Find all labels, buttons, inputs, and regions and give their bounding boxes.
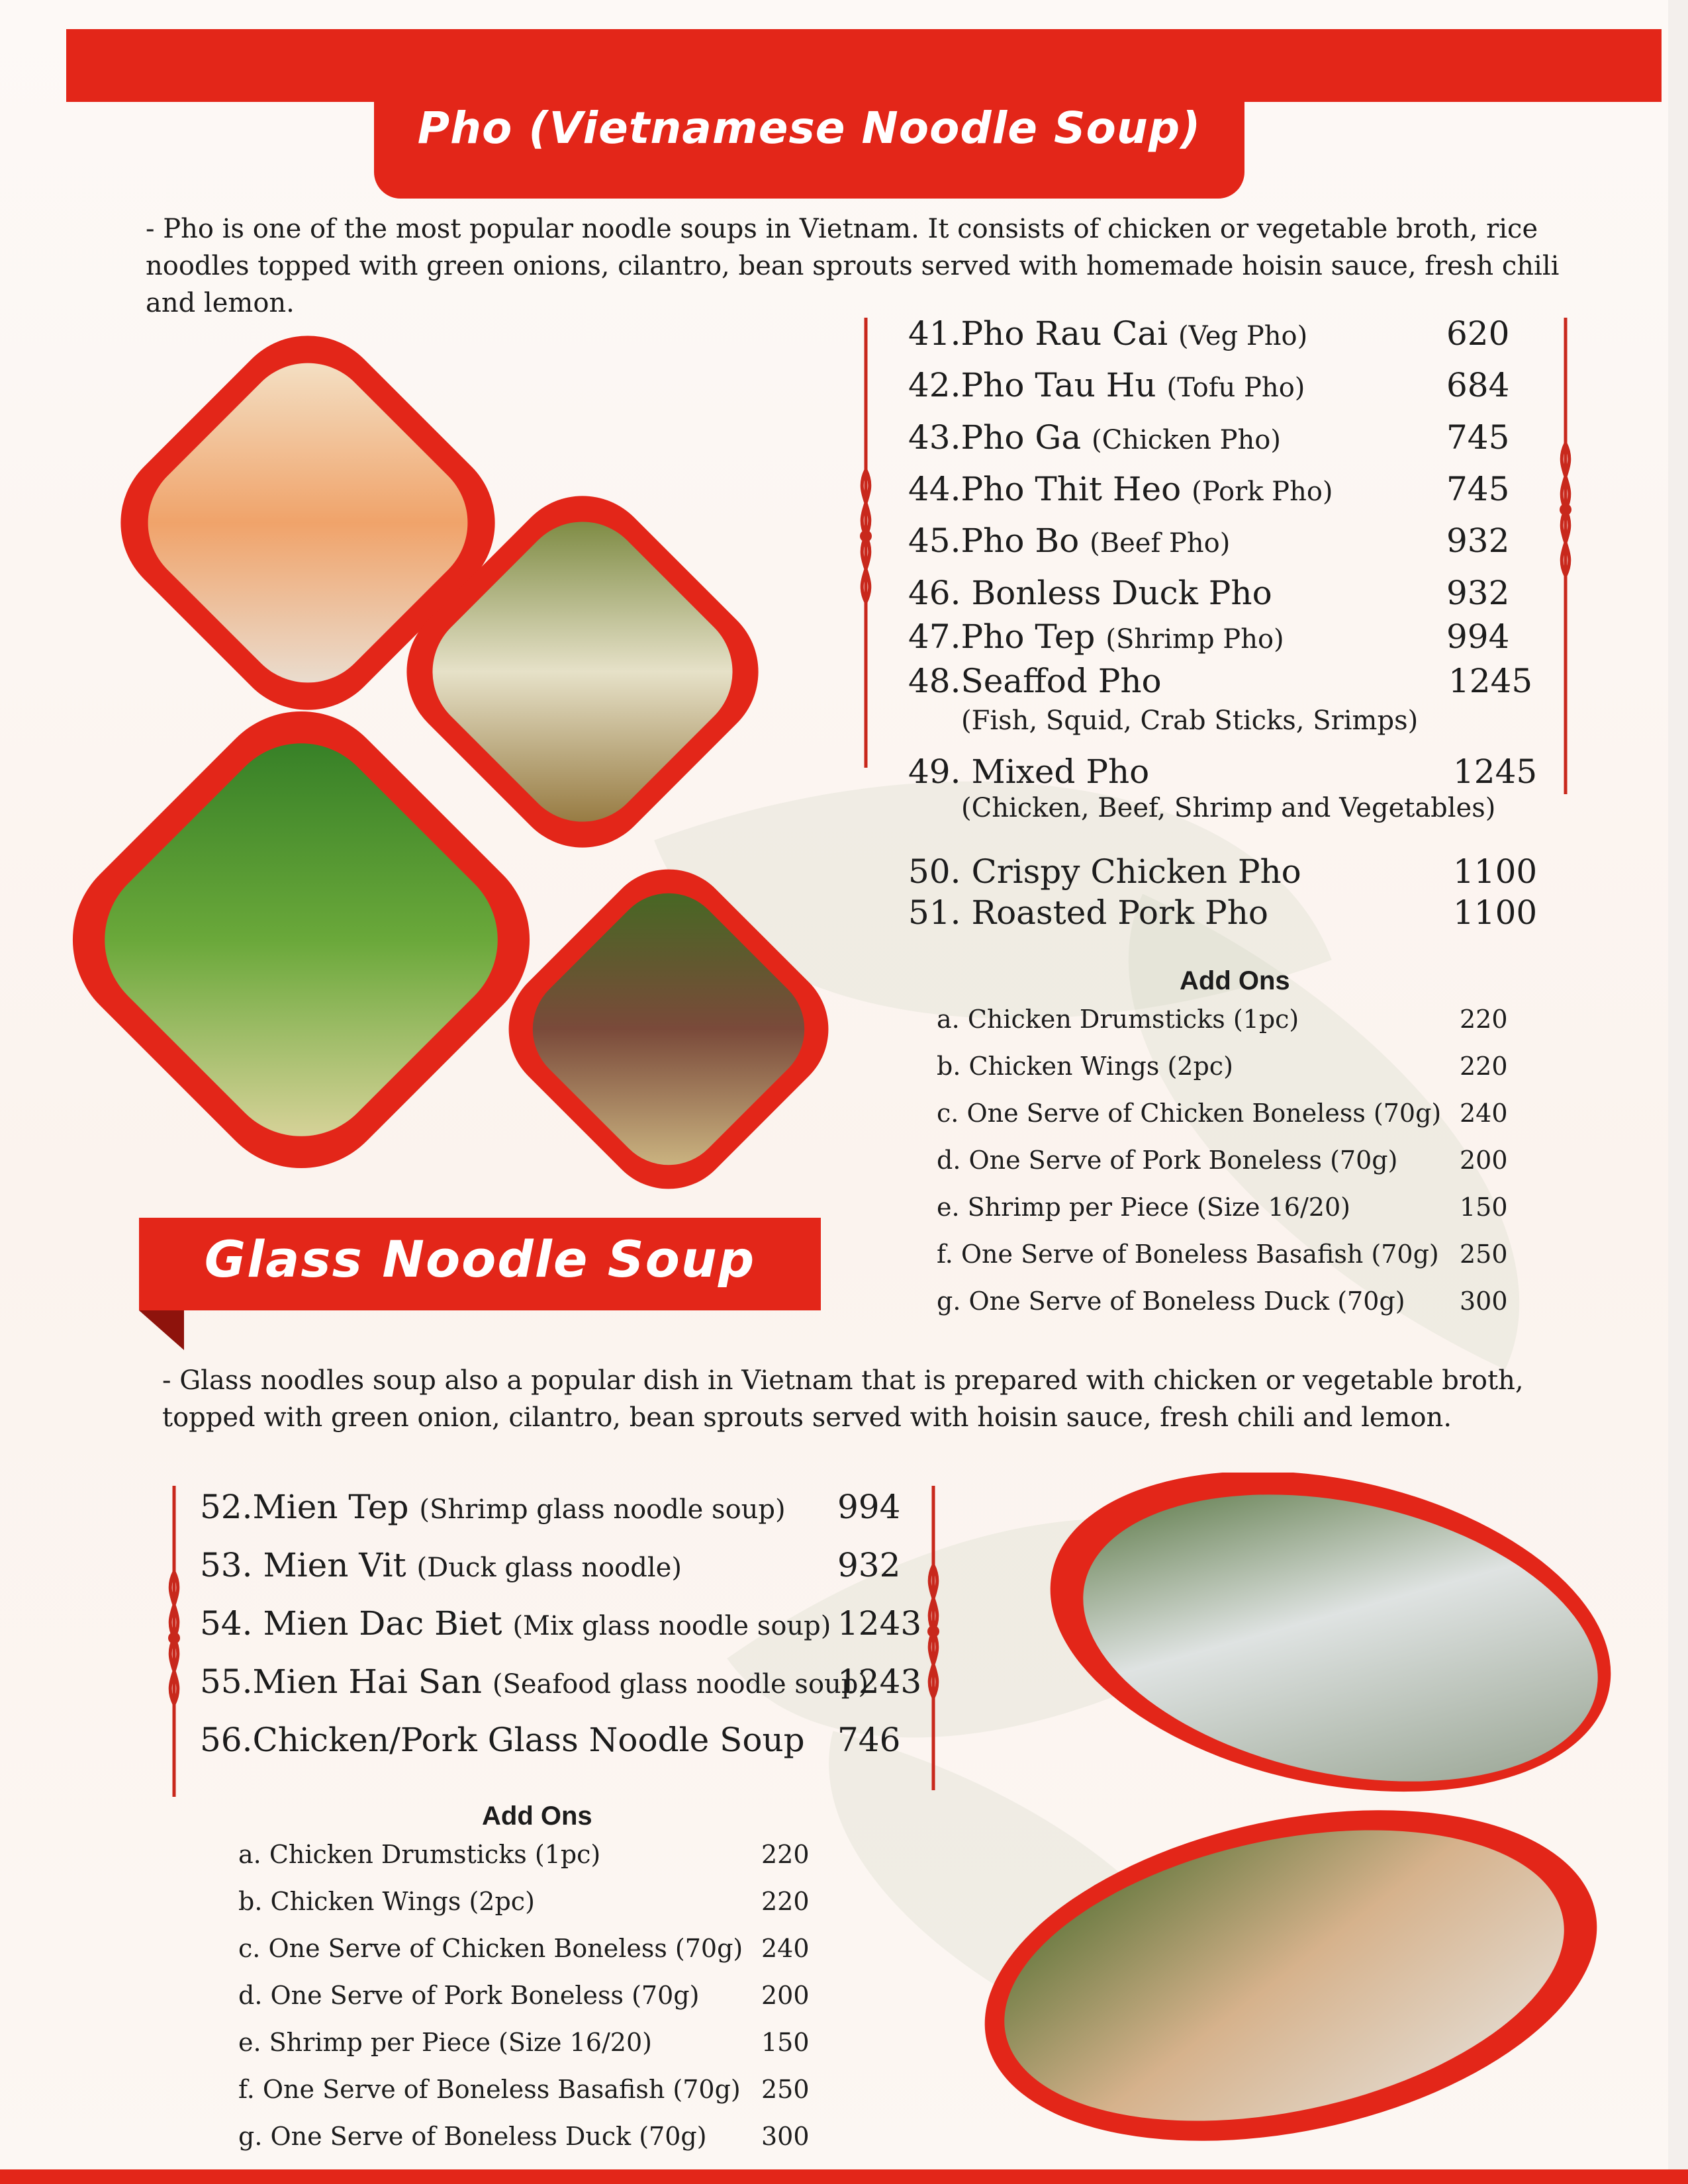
menu-item-price: 994 xyxy=(1446,617,1510,656)
photo-tile xyxy=(1021,1473,1622,1839)
menu-item: 42.Pho Tau Hu (Tofu Pho) xyxy=(908,366,1305,404)
addon-price: 250 xyxy=(1460,1240,1508,1269)
addon-price: 240 xyxy=(761,1934,810,1963)
bottom-banner-bar xyxy=(0,2169,1688,2184)
menu-item: 56.Chicken/Pork Glass Noodle Soup xyxy=(200,1721,805,1759)
addon-item: d. One Serve of Pork Boneless (70g) xyxy=(238,1981,700,2010)
addon-price: 240 xyxy=(1460,1099,1508,1128)
menu-item: 49. Mixed Pho xyxy=(908,752,1150,791)
addon-price: 220 xyxy=(1460,1005,1508,1034)
addon-price: 220 xyxy=(761,1887,810,1916)
ornament-divider-icon xyxy=(1549,318,1582,794)
menu-item-price: 620 xyxy=(1446,314,1510,353)
glass-noodle-photos xyxy=(960,1473,1622,2141)
addon-item: d. One Serve of Pork Boneless (70g) xyxy=(937,1146,1398,1175)
menu-item: 45.Pho Bo (Beef Pho) xyxy=(908,522,1231,560)
top-banner-bar xyxy=(66,29,1662,102)
menu-item: 43.Pho Ga (Chicken Pho) xyxy=(908,418,1281,457)
menu-item: 48.Seaffod Pho xyxy=(908,662,1162,700)
addon-item: a. Chicken Drumsticks (1pc) xyxy=(937,1005,1299,1034)
addon-item: f. One Serve of Boneless Basafish (70g) xyxy=(937,1240,1439,1269)
menu-item: 41.Pho Rau Cai (Veg Pho) xyxy=(908,314,1308,353)
menu-item: 44.Pho Thit Heo (Pork Pho) xyxy=(908,470,1333,508)
addon-price: 200 xyxy=(761,1981,810,2010)
addon-price: 150 xyxy=(1460,1193,1508,1222)
pho-section-title: Pho (Vietnamese Noodle Soup) xyxy=(417,103,1201,154)
addon-item: e. Shrimp per Piece (Size 16/20) xyxy=(238,2028,652,2057)
addon-item: a. Chicken Drumsticks (1pc) xyxy=(238,1840,601,1869)
ornament-divider-icon xyxy=(849,318,882,768)
menu-item-price: 994 xyxy=(837,1488,901,1526)
addons-title: Add Ons xyxy=(1180,966,1290,995)
menu-item: 50. Crispy Chicken Pho xyxy=(908,852,1301,891)
addon-item: g. One Serve of Boneless Duck (70g) xyxy=(937,1287,1405,1316)
menu-item-price: 932 xyxy=(1446,574,1510,612)
glass-title-banner-tail xyxy=(139,1310,184,1350)
addon-item: b. Chicken Wings (2pc) xyxy=(937,1052,1233,1081)
menu-item: 53. Mien Vit (Duck glass noodle) xyxy=(200,1546,682,1584)
menu-item-price: 745 xyxy=(1446,470,1510,508)
menu-item-price: 1243 xyxy=(837,1662,922,1701)
menu-item-note: (Chicken, Beef, Shrimp and Vegetables) xyxy=(961,793,1496,823)
menu-item-price: 932 xyxy=(1446,522,1510,560)
addon-item: g. One Serve of Boneless Duck (70g) xyxy=(238,2122,707,2151)
ornament-divider-icon xyxy=(917,1486,950,1790)
menu-item: 55.Mien Hai San (Seafood glass noodle soup) xyxy=(200,1662,868,1701)
addon-price: 150 xyxy=(761,2028,810,2057)
addon-price: 300 xyxy=(761,2122,810,2151)
menu-item-price: 1245 xyxy=(1453,752,1538,791)
menu-item-price: 1100 xyxy=(1453,852,1538,891)
glass-section-title: Glass Noodle Soup xyxy=(204,1230,756,1289)
menu-item-price: 932 xyxy=(837,1546,901,1584)
glass-description: - Glass noodles soup also a popular dish in Vietnam that is prepared with chicken or vegetable broth, topped with green onion, cilantro, bean sprouts served with hoisin sauce, fresh chili and lemon. xyxy=(162,1365,1524,1433)
page-edge xyxy=(1668,0,1688,2184)
addon-price: 220 xyxy=(761,1840,810,1869)
menu-item: 47.Pho Tep (Shrimp Pho) xyxy=(908,617,1284,656)
menu-item: 54. Mien Dac Biet (Mix glass noodle soup) xyxy=(200,1604,831,1643)
pho-description: - Pho is one of the most popular noodle soups in Vietnam. It consists of chicken or vegetable broth, rice noodles topped with green onions, cilantro, bean sprouts served with homemade hoisin sauce, fresh chili and lemon. xyxy=(146,214,1560,318)
addon-item: c. One Serve of Chicken Boneless (70g) xyxy=(238,1934,743,1963)
addon-item: c. One Serve of Chicken Boneless (70g) xyxy=(937,1099,1442,1128)
menu-item-price: 684 xyxy=(1446,366,1510,404)
addon-price: 200 xyxy=(1460,1146,1508,1175)
pho-photo-collage xyxy=(66,328,874,1214)
addon-price: 300 xyxy=(1460,1287,1508,1316)
photo-tile xyxy=(481,842,856,1214)
photo-tile xyxy=(960,1758,1622,2141)
addon-item: b. Chicken Wings (2pc) xyxy=(238,1887,535,1916)
menu-item: 52.Mien Tep (Shrimp glass noodle soup) xyxy=(200,1488,786,1526)
menu-item-price: 746 xyxy=(837,1721,901,1759)
ornament-divider-icon xyxy=(158,1486,191,1797)
menu-item-note: (Fish, Squid, Crab Sticks, Srimps) xyxy=(961,705,1419,736)
addon-price: 250 xyxy=(761,2075,810,2104)
addon-item: e. Shrimp per Piece (Size 16/20) xyxy=(937,1193,1350,1222)
addons-title: Add Ons xyxy=(482,1801,592,1831)
menu-item-price: 745 xyxy=(1446,418,1510,457)
menu-item: 51. Roasted Pork Pho xyxy=(908,893,1268,932)
menu-item-price: 1100 xyxy=(1453,893,1538,932)
menu-item-price: 1245 xyxy=(1448,662,1533,700)
addon-price: 220 xyxy=(1460,1052,1508,1081)
addon-item: f. One Serve of Boneless Basafish (70g) xyxy=(238,2075,741,2104)
menu-item: 46. Bonless Duck Pho xyxy=(908,574,1272,612)
menu-item-price: 1243 xyxy=(837,1604,922,1643)
